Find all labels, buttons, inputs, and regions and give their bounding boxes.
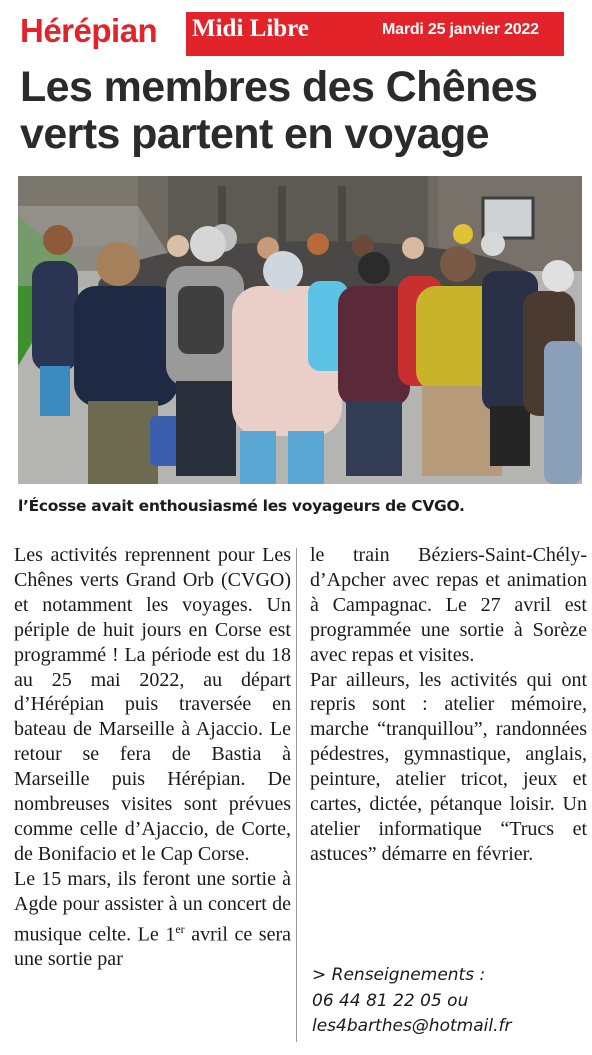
paragraph: Par ailleurs, les activités qui ont repris sont : atelier mémoire, marche “tranquillou”, randonnées pédestres, gymnastique, anglais, peinture, atelier tricot, jeux et cartes, dictée, pétanque loisir. Un atelier informatique “Trucs et astuces” démarre en février. <box>310 668 587 865</box>
masthead <box>0 0 592 60</box>
article-photo <box>18 176 582 484</box>
newspaper-name: Midi Libre <box>192 15 309 42</box>
contact-label: > Renseignements : <box>312 965 486 985</box>
headline-line-1: Les membres des Chênes <box>20 63 538 111</box>
paragraph <box>14 867 291 972</box>
photo-caption: l’Écosse avait enthousiasmé les voyageurs de CVGO. <box>18 497 465 515</box>
publication-date: Mardi 25 janvier 2022 <box>382 21 539 38</box>
paragraph-text: Le 15 mars, ils feront une sortie à Agde pour assister à un concert de musique celte. Le <box>14 867 291 946</box>
contact-phone: 06 44 81 22 05 ou <box>312 990 469 1011</box>
town-name: Hérépian <box>20 12 158 49</box>
headline <box>20 64 580 158</box>
group-photo-illustration <box>18 176 582 484</box>
ordinal-suffix: er <box>175 921 185 936</box>
paragraph-text: 1 <box>165 923 176 946</box>
paragraph-text: avril ce sera une sortie par <box>14 923 291 971</box>
contact-info <box>312 963 582 1040</box>
headline-line-2: verts partent en voyage <box>20 110 489 158</box>
article-column-2 <box>310 543 587 867</box>
article-column-1 <box>14 543 291 972</box>
column-divider <box>296 548 297 1042</box>
contact-email: les4barthes@hotmail.fr <box>312 1016 512 1036</box>
paragraph: Les activités reprennent pour Les Chênes verts Grand Orb (CVGO) et notamment les voyages. Un périple de huit jours en Corse est programmé ! La période est du 18 au 25 mai 2022, au départ d’Hérépian puis traversée en bateau de Marseille à Ajaccio. Le retour se fera de Bastia à Marseille puis Hérépian. De nombreuses visites sont prévues comme celle d’Ajaccio, de Corte, de Bonifacio et le Cap Corse. <box>14 544 291 865</box>
paragraph: le train Béziers-Saint-Chély-d’Apcher avec repas et animation à Campagnac. Le 27 avril est programmée une sortie à Sorèze avec repas et visites. <box>310 544 587 666</box>
